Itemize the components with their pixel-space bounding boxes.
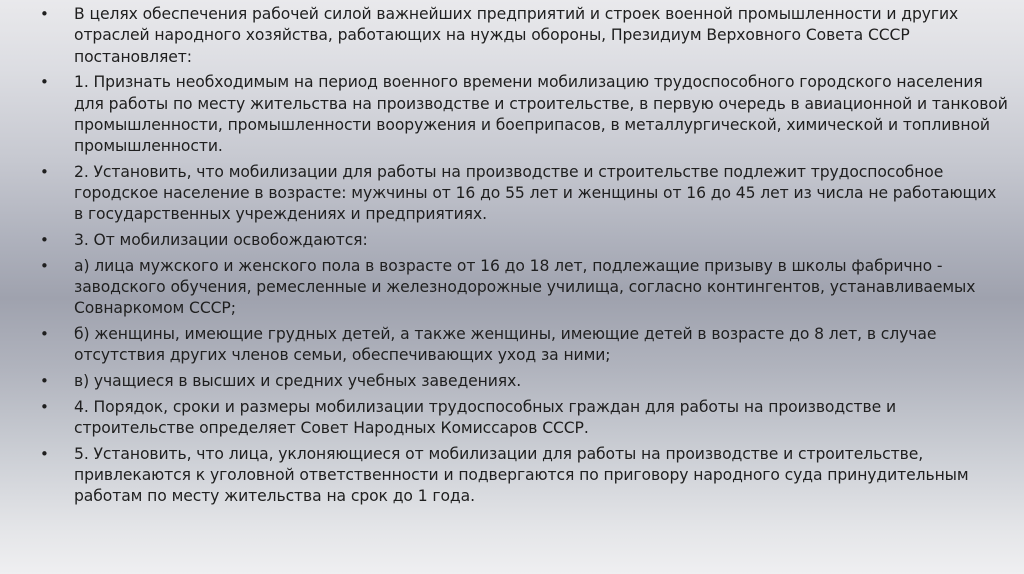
bullet-dot-icon: • (40, 5, 49, 23)
bullet-text: 1. Признать необходимым на период военного времени мобилизацию трудоспособного городского населения для работы по месту жительства на производстве и строительстве, в первую очередь в авиационной и танковой промышленности, промышленности вооружения и боеприпасов, в металлургической, химической и топливной промышленности. (74, 73, 1008, 156)
bullet-text: 2. Установить, что мобилизации для работы на производстве и строительстве подлежит трудоспособное городское население в возрасте: мужчины от 16 до 55 лет и женщины от 16 до 45 лет из числа не работающих в государственных учреждениях и предприятиях. (74, 162, 997, 224)
bullet-dot-icon: • (40, 162, 49, 181)
bullet-item-3b (40, 324, 1008, 367)
bullet-item-1 (40, 72, 1008, 157)
bullet-item-3 (40, 230, 1008, 251)
bullet-dot-icon: • (40, 73, 49, 92)
bullet-item-4 (40, 397, 1008, 440)
bullet-item-intro (40, 4, 1008, 68)
bullet-text: 4. Порядок, сроки и размеры мобилизации трудоспособных граждан для работы на производстве и строительстве определяет Совет Народных Комиссаров СССР. (74, 397, 896, 438)
bullet-text: 5. Установить, что лица, уклоняющиеся от мобилизации для работы на производстве и строительстве, привлекаются к уголовной ответственности и подвергаются по приговору народного суда принудительным работам по месту жительства на срок до 1 года. (74, 444, 969, 506)
bullet-item-3v (40, 371, 1008, 392)
bullet-text: в) учащиеся в высших и средних учебных заведениях. (74, 372, 522, 391)
bullet-text: В целях обеспечения рабочей силой важнейших предприятий и строек военной промышленности и других отраслей народного хозяйства, работающих на нужды обороны, Президиум Верховного Совета СССР постановляет: (74, 5, 959, 66)
bullet-dot-icon: • (40, 397, 49, 416)
bullet-item-2 (40, 162, 1008, 226)
bullet-dot-icon: • (40, 231, 49, 250)
bullet-dot-icon: • (40, 325, 49, 344)
bullet-dot-icon: • (40, 256, 49, 275)
bullet-text: а) лица мужского и женского пола в возрасте от 16 до 18 лет, подлежащие призыву в школы фабрично - заводского обучения, ремесленные и железнодорожные училища, согласно контингентов, устанавливаемых Совнаркомом СССР; (74, 256, 976, 318)
bullet-item-3a (40, 256, 1008, 320)
bullet-dot-icon: • (40, 444, 49, 463)
bullet-dot-icon: • (40, 372, 49, 391)
bullet-list (40, 4, 1008, 512)
bullet-text: б) женщины, имеющие грудных детей, а также женщины, имеющие детей в возрасте до 8 лет, в случае отсутствия других членов семьи, обеспечивающих уход за ними; (74, 325, 937, 365)
bullet-item-5 (40, 444, 1008, 508)
bullet-text: 3. От мобилизации освобождаются: (74, 231, 368, 250)
